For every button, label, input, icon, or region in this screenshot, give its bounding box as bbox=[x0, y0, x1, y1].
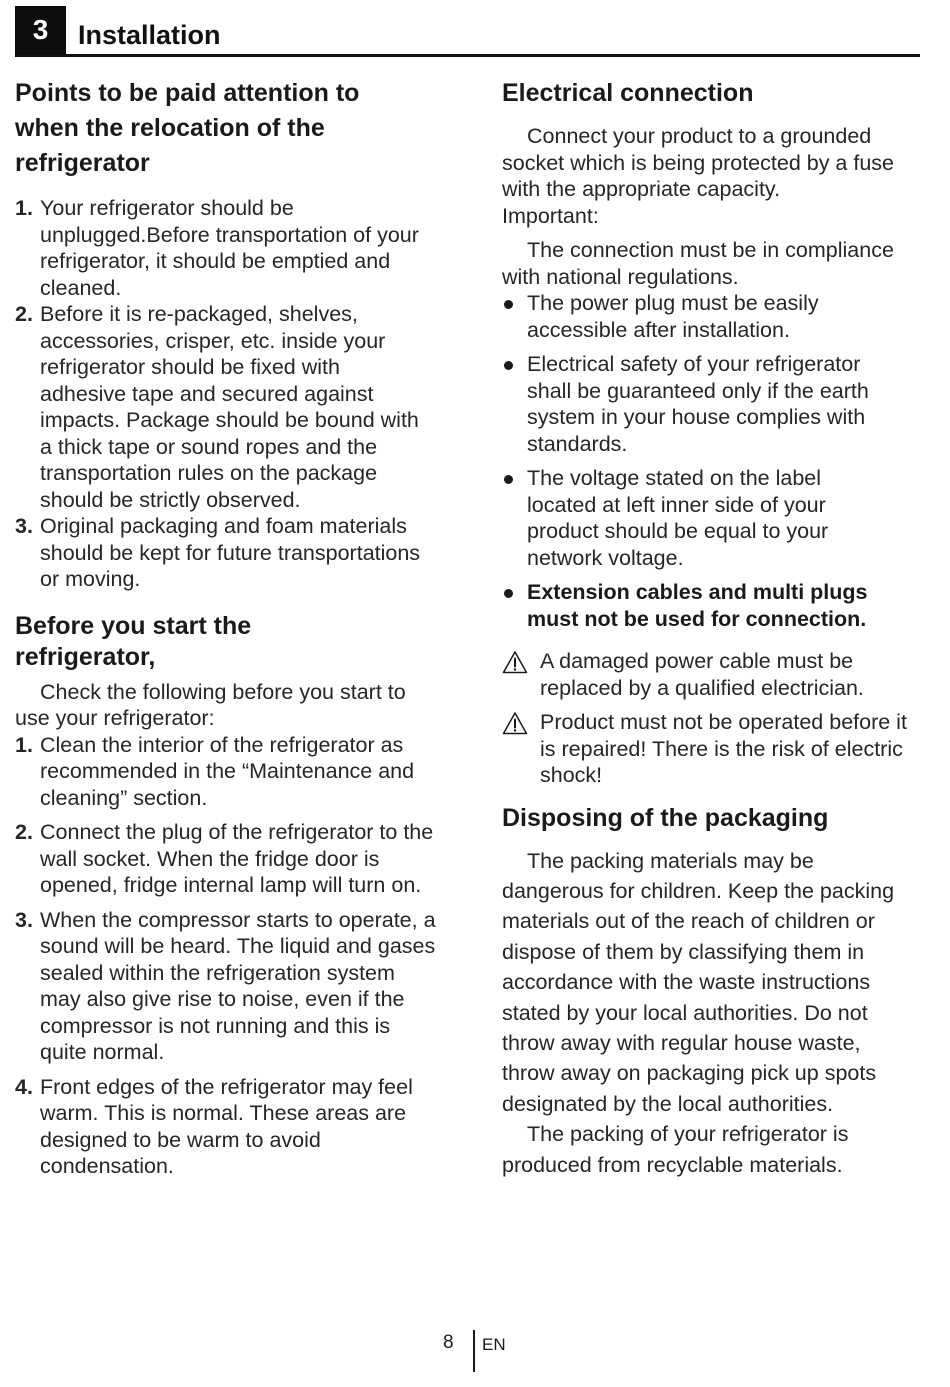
packaging-paragraph: The packing materials may be dangerous for children. Keep the packing materials out of the reach of children or dispose of them by classifying them in accordance with the waste instructions stated by your local authorities. Do not throw away with regular house waste, throw away on packaging pick up spots designated by the local authorities. bbox=[502, 848, 895, 1116]
relocation-list bbox=[15, 195, 425, 593]
warning-triangle-icon bbox=[502, 711, 528, 735]
bullet-item bbox=[502, 465, 882, 571]
item-text: Original packaging and foam materials should be kept for future transportations or moving. bbox=[40, 514, 421, 591]
before-start-heading: Before you start the refrigerator, bbox=[15, 611, 252, 671]
packaging-heading: Disposing of the packaging bbox=[502, 803, 829, 832]
bullet-text: The power plug must be easily accessible after installation. bbox=[527, 291, 819, 342]
warning-triangle-icon bbox=[502, 650, 528, 674]
relocation-heading: Points to be paid attention to when the relocation of the refrigerator bbox=[15, 79, 360, 177]
bullet-icon bbox=[504, 589, 513, 598]
bullet-text: The voltage stated on the label located at left inner side of your product should be equal to your network voltage. bbox=[527, 466, 829, 570]
before-start-list bbox=[15, 732, 440, 1180]
item-text: Front edges of the refrigerator may feel warm. This is normal. These areas are designed to be warm to avoid condensation. bbox=[40, 1074, 413, 1178]
item-text: Connect the plug of the refrigerator to the wall socket. When the fridge door is opened, fridge internal lamp will turn on. bbox=[40, 820, 434, 897]
bullet-item bbox=[502, 579, 902, 632]
bullet-icon bbox=[504, 300, 513, 309]
item-number: 2. bbox=[15, 302, 33, 326]
electrical-intro: Connect your product to a grounded socket which is being protected by a fuse with the appropriate capacity. bbox=[502, 124, 894, 201]
page-number: 8 bbox=[443, 1332, 454, 1353]
warning-note bbox=[502, 648, 897, 701]
regulation-note: The connection must be in compliance with national regulations. bbox=[502, 238, 894, 289]
warning-text: Product must not be operated before it is repaired! There is the risk of electric shock! bbox=[540, 710, 907, 787]
list-item bbox=[15, 195, 425, 301]
chapter-number-badge: 3 bbox=[15, 6, 66, 54]
electrical-bullets bbox=[502, 290, 927, 632]
item-number: 1. bbox=[15, 196, 33, 220]
footer-divider bbox=[473, 1330, 475, 1372]
bullet-icon bbox=[504, 361, 513, 370]
right-column bbox=[502, 76, 927, 1180]
item-text: When the compressor starts to operate, a sound will be heard. The liquid and gases sealed within the refrigeration system may also give rise to noise, even if the compressor is not running and this is quite normal. bbox=[40, 907, 436, 1064]
bullet-text: Extension cables and multi plugs must not be used for connection. bbox=[527, 580, 868, 631]
bullet-text: Electrical safety of your refrigerator shall be guaranteed only if the earth system in your house complies with standards. bbox=[527, 352, 869, 456]
before-start-intro: Check the following before you start to use your refrigerator: bbox=[15, 679, 406, 730]
item-number: 3. bbox=[15, 907, 33, 932]
list-item bbox=[15, 513, 425, 593]
item-text: Clean the interior of the refrigerator as recommended in the “Maintenance and cleaning” section. bbox=[40, 732, 415, 810]
list-item bbox=[15, 301, 425, 513]
item-text: Before it is re-packaged, shelves, accessories, crisper, etc. inside your refrigerator should be fixed with adhesive tape and secured against impacts. Package should be bound with a thick tape or sound ropes and the transportation rules on the package should be strictly observed. bbox=[40, 302, 419, 512]
list-item bbox=[15, 819, 440, 899]
left-column bbox=[15, 76, 445, 1180]
bullet-item bbox=[502, 351, 902, 457]
warning-note bbox=[502, 709, 922, 789]
header-divider bbox=[15, 54, 920, 57]
item-number: 2. bbox=[15, 820, 33, 844]
warning-text: A damaged power cable must be replaced by a qualified electrician. bbox=[540, 649, 864, 700]
bullet-item bbox=[502, 290, 882, 343]
list-item bbox=[15, 907, 440, 1066]
packaging-recyclable-note: The packing of your refrigerator is produced from recyclable materials. bbox=[502, 1122, 849, 1177]
list-item bbox=[15, 732, 440, 812]
chapter-title: Installation bbox=[78, 20, 221, 50]
list-item bbox=[15, 1074, 440, 1180]
bullet-icon bbox=[504, 475, 513, 484]
chapter-header bbox=[15, 6, 920, 58]
item-number: 4. bbox=[15, 1074, 33, 1099]
language-code: EN bbox=[482, 1335, 506, 1354]
item-text: Your refrigerator should be unplugged.Before transportation of your refrigerator, it should be emptied and cleaned. bbox=[40, 196, 419, 300]
item-number: 3. bbox=[15, 514, 33, 538]
electrical-heading: Electrical connection bbox=[502, 79, 754, 107]
item-number: 1. bbox=[15, 732, 33, 757]
important-label: Important: bbox=[502, 203, 599, 228]
